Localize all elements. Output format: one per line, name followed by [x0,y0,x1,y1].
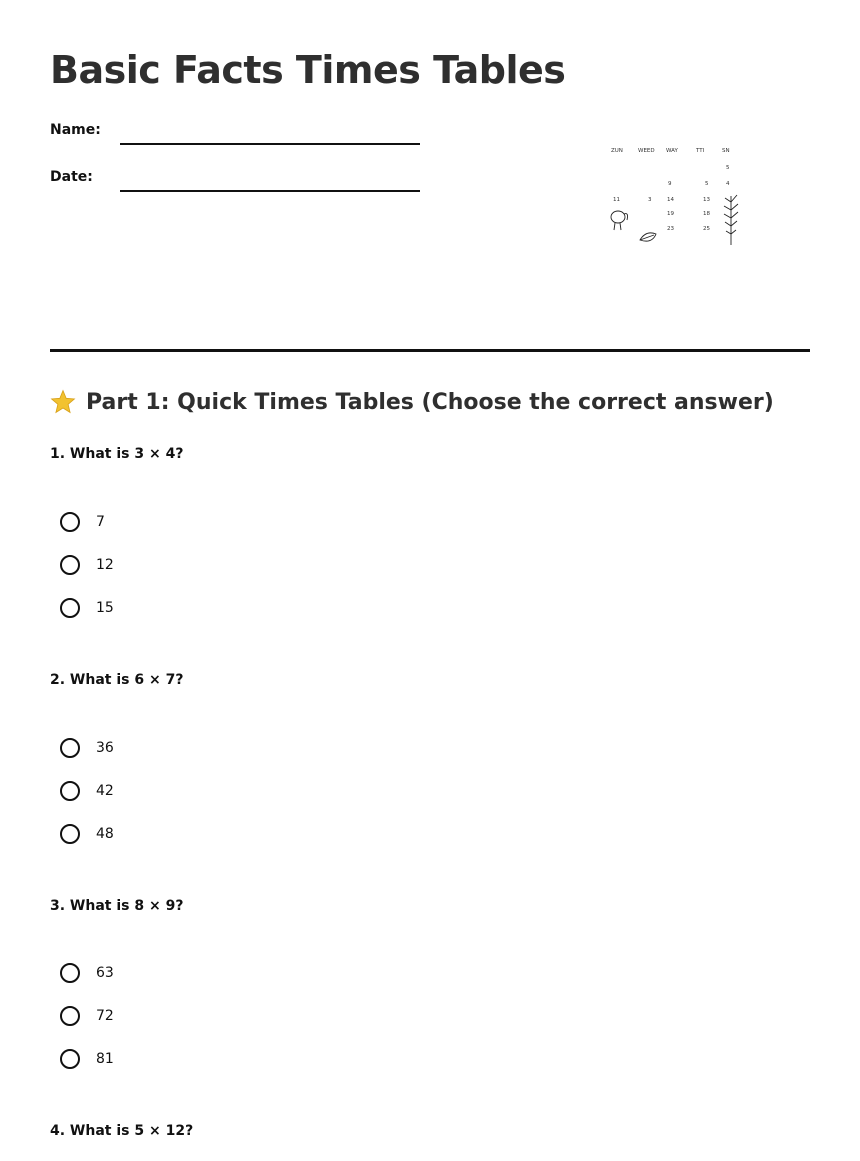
date-field[interactable] [120,190,420,192]
radio-button[interactable] [60,738,80,758]
radio-button[interactable] [60,1006,80,1026]
calendar-number: 25 [703,226,710,232]
option-q3-c[interactable] [60,1047,114,1071]
option-label: 72 [96,1008,114,1024]
option-label: 12 [96,557,114,573]
option-q3-b[interactable] [60,1004,114,1028]
calendar-number: 19 [667,211,674,217]
radio-button[interactable] [60,963,80,983]
calendar-number: 3 [648,197,652,203]
date-label: Date: [50,169,93,185]
question-4: 4. What is 5 × 12? [50,1123,194,1139]
option-label: 36 [96,740,114,756]
fern-icon [724,195,738,245]
calendar-day: WEED [638,148,655,154]
radio-button[interactable] [60,512,80,532]
section-heading [50,389,774,415]
option-q1-b[interactable] [60,553,114,577]
calendar-number: 14 [667,197,674,203]
option-q2-a[interactable] [60,736,114,760]
calendar-number: 18 [703,211,710,217]
calendar-number: 11 [613,197,620,203]
section-title: Part 1: Quick Times Tables (Choose the correct answer) [86,389,774,415]
option-q1-a[interactable] [60,510,105,534]
leaf-icon [640,233,656,241]
calendar-day: ZUN [611,148,623,154]
page-title: Basic Facts Times Tables [50,48,566,92]
calendar-day: TTI [696,148,705,154]
option-label: 81 [96,1051,114,1067]
calendar-day: SN [722,148,730,154]
calendar-number: 13 [703,197,710,203]
calendar-day: WAY [666,148,678,154]
name-field[interactable] [120,143,420,145]
calendar-number: 4 [726,181,730,187]
option-label: 15 [96,600,114,616]
option-label: 48 [96,826,114,842]
question-2: 2. What is 6 × 7? [50,672,184,688]
calendar-number: 23 [667,226,674,232]
option-label: 42 [96,783,114,799]
option-q2-c[interactable] [60,822,114,846]
option-q2-b[interactable] [60,779,114,803]
calendar-illustration [600,140,750,255]
radio-button[interactable] [60,598,80,618]
question-1: 1. What is 3 × 4? [50,446,184,462]
option-label: 63 [96,965,114,981]
radio-button[interactable] [60,1049,80,1069]
calendar-number: 5 [726,165,730,171]
option-label: 7 [96,514,105,530]
option-q1-c[interactable] [60,596,114,620]
star-icon [50,389,76,415]
radio-button[interactable] [60,824,80,844]
calendar-number: 5 [705,181,709,187]
name-label: Name: [50,122,101,138]
option-q3-a[interactable] [60,961,114,985]
question-3: 3. What is 8 × 9? [50,898,184,914]
kiwi-bird-icon [611,211,628,230]
radio-button[interactable] [60,555,80,575]
section-divider [50,349,810,352]
radio-button[interactable] [60,781,80,801]
calendar-number: 9 [668,181,672,187]
